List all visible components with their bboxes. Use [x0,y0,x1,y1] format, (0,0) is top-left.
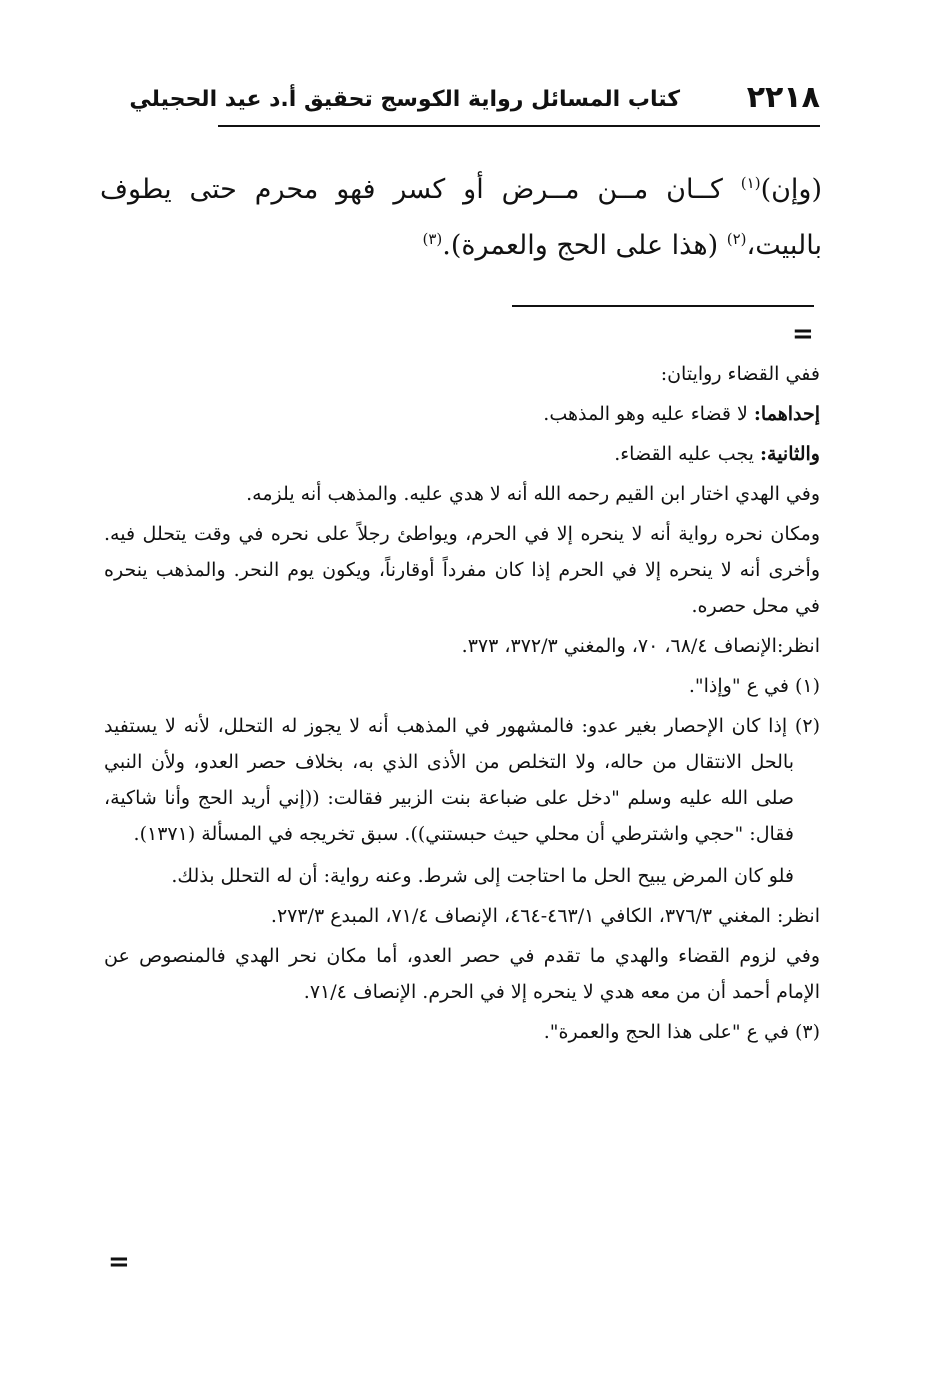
main-text-segment: (وإن) [760,174,822,205]
note-second-narration [104,436,820,472]
main-text [100,162,822,274]
note-first-text: لا قضاء عليه وهو المذهب. [543,403,754,425]
note-second-label: والثانية: [760,443,820,465]
main-text-segment: كــان مــن مــرض أو كسر فهو محرم حتى يطوف بالبيت، [100,174,822,261]
note-reference: انظر:الإنصاف ٦٨/٤، ٧٠، والمغني ٣٧٢/٣، ٣٧٣. [461,635,820,657]
footnote-separator [512,305,814,307]
continuation-mark-top: = [792,319,814,349]
footnote-ref-3: (٣) [422,230,443,248]
main-paragraph [100,162,822,274]
footnote-ref-1: (١) [740,174,761,192]
note-hadi: وفي الهدي اختار ابن القيم رحمه الله أنه لا هدي عليه. والمذهب أنه يلزمه. [246,483,820,505]
footnote-2-continuation: فلو كان المرض يبيح الحل ما احتاجت إلى شرط. وعنه رواية: أن له التحلل بذلك. [171,865,794,887]
footnotes [104,356,820,1054]
continuation-mark-bottom: = [108,1247,130,1277]
page-header [129,78,820,122]
footnote-2: (٢) إذا كان الإحصار بغير عدو: فالمشهور في المذهب أنه لا يجوز له التحلل، لأنه لا يستفيد بالحل الانتقال من حاله، ولا التخلص من الأذى الذي به، بخلاف حصر العدو، ولأن النبي صلى الله عليه وسلم "دخل على ضباعة بنت الزبير فقالت: ((إني أريد الحج وأنا شاكية، فقال: "حجي واشترطي أن محلي حيث حبستني)). سبق تخريجه في المسألة (١٣٧١). [104,715,820,845]
note-first-narration [104,396,820,432]
footnote-2-reference: انظر: المغني ٣٧٦/٣، الكافي ٤٦٣/١-٤٦٤، الإنصاف ٧١/٤، المبدع ٢٧٣/٣. [270,905,820,927]
header-rule [218,125,820,127]
footnote-3: (٣) في ع "على هذا الحج والعمرة". [543,1021,820,1043]
note-intro: ففي القضاء روايتان: [660,363,820,385]
note-first-label: إحداهما: [753,403,820,425]
footnote-2-more: وفي لزوم القضاء والهدي ما تقدم في حصر العدو، أما مكان نحر الهدي فالمنصوص عن الإمام أحمد أن من معه هدي لا ينحره إلا في الحرم. الإنصاف ٧١/٤. [104,945,820,1003]
note-second-text: يجب عليه القضاء. [614,443,760,465]
page-number: ٢٢١٨ [746,80,820,115]
running-title: كتاب المسائل رواية الكوسج تحقيق أ.د عيد الحجيلي [129,87,680,112]
note-makan: ومكان نحره رواية أنه لا ينحره إلا في الحرم، ويواطئ رجلاً على نحره في وقت يتحلل فيه. وأخرى أنه لا ينحره إلا في الحرم إذا كان مفرداً أوقارناً، ويكون يوم النحر. والمذهب ينحره في محل حصره. [104,523,820,617]
footnote-1: (١) في ع "وإذا". [688,675,820,697]
main-text-segment: (هذا على الحج والعمرة). [442,230,727,261]
footnote-ref-2: (٢) [726,230,747,248]
